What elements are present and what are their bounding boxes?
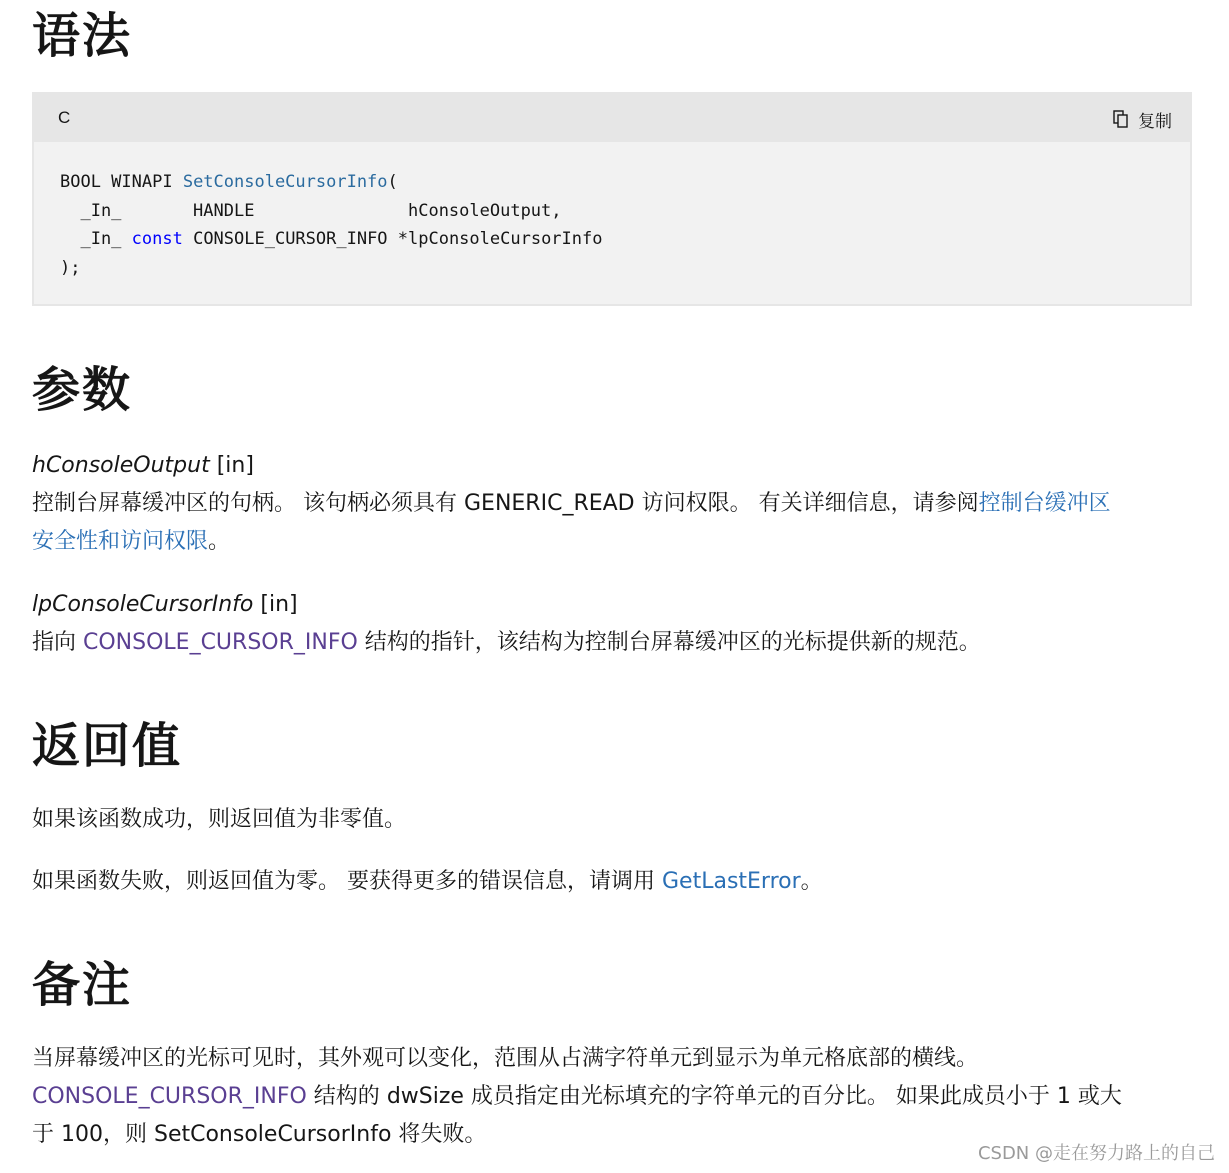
- code-token: _In_: [60, 229, 132, 249]
- code-token: (: [387, 172, 398, 192]
- code-language: C: [58, 108, 71, 127]
- watermark: CSDN @走在努力路上的自己: [977, 1143, 1215, 1164]
- remarks-line: 成员指定由光标填充的字符单元的百分比。 如果此成员小于 1 或大: [463, 1084, 1122, 1109]
- code-token: CONSOLE_CURSOR_INFO *lpConsoleCursorInfo: [182, 229, 603, 249]
- param-name-line: [32, 586, 1202, 624]
- console-buffer-security-link[interactable]: 控制台缓冲区: [978, 491, 1111, 516]
- heading-remarks: 备注: [32, 957, 133, 1013]
- remarks-line: 将失败。: [391, 1122, 487, 1147]
- param-description: [32, 624, 1202, 662]
- param-direction: [in]: [209, 453, 254, 478]
- remarks-text: [32, 1040, 1202, 1154]
- heading-syntax: 语法: [32, 8, 133, 64]
- param-name: lpConsoleCursorInfo: [32, 592, 254, 617]
- copy-button[interactable]: [1112, 106, 1172, 132]
- getlasterror-link[interactable]: GetLastError: [662, 869, 801, 894]
- param-direction: [in]: [253, 592, 298, 617]
- param-text: 结构的指针，该结构为控制台屏幕缓冲区的光标提供新的规范。: [357, 630, 981, 655]
- param-text: 访问权限。 有关详细信息，请参阅: [634, 491, 979, 516]
- return-text: 如果函数失败，则返回值为零。 要获得更多的错误信息，请调用: [32, 869, 662, 894]
- code-keyword: const: [131, 229, 183, 249]
- return-success-text: 如果该函数成功，则返回值为非零值。: [32, 807, 407, 832]
- remarks-line: 于 100，则: [32, 1122, 154, 1147]
- param-name-line: [32, 447, 1202, 485]
- param-text: GENERIC_READ: [464, 491, 635, 516]
- code-line: [60, 229, 602, 249]
- param-text: 控制台屏幕缓冲区的句柄。 该句柄必须具有: [32, 491, 464, 516]
- remarks-member-name: dwSize: [386, 1084, 464, 1109]
- code-function-name: SetConsoleCursorInfo: [182, 172, 388, 192]
- return-text: 。: [800, 869, 823, 894]
- param-text: 指向: [32, 630, 83, 655]
- param-name: hConsoleOutput: [32, 453, 210, 478]
- code-header: [34, 94, 1190, 142]
- code-block: [32, 92, 1192, 306]
- code-line: );: [60, 257, 81, 278]
- console-cursor-info-link[interactable]: CONSOLE_CURSOR_INFO: [83, 630, 358, 655]
- remarks-function-name: SetConsoleCursorInfo: [153, 1122, 392, 1147]
- code-token: BOOL WINAPI: [60, 172, 183, 192]
- return-failure-text: [32, 863, 1202, 901]
- heading-parameters: 参数: [32, 362, 133, 418]
- console-cursor-info-link[interactable]: CONSOLE_CURSOR_INFO: [32, 1084, 307, 1109]
- code-line: _In_ HANDLE hConsoleOutput,: [60, 200, 562, 221]
- param-text: 。: [208, 529, 231, 554]
- console-buffer-security-link-cont[interactable]: 安全性和访问权限: [32, 529, 209, 554]
- code-line: [60, 172, 398, 192]
- copy-icon: [1112, 110, 1130, 128]
- remarks-line: 结构的: [306, 1084, 387, 1109]
- heading-return-value: 返回值: [32, 718, 183, 774]
- code-text[interactable]: [60, 168, 602, 282]
- param-description: [32, 485, 1202, 561]
- remarks-line: 当屏幕缓冲区的光标可见时，其外观可以变化，范围从占满字符单元到显示为单元格底部的横线。: [32, 1046, 979, 1071]
- copy-label: 复制: [1138, 111, 1172, 132]
